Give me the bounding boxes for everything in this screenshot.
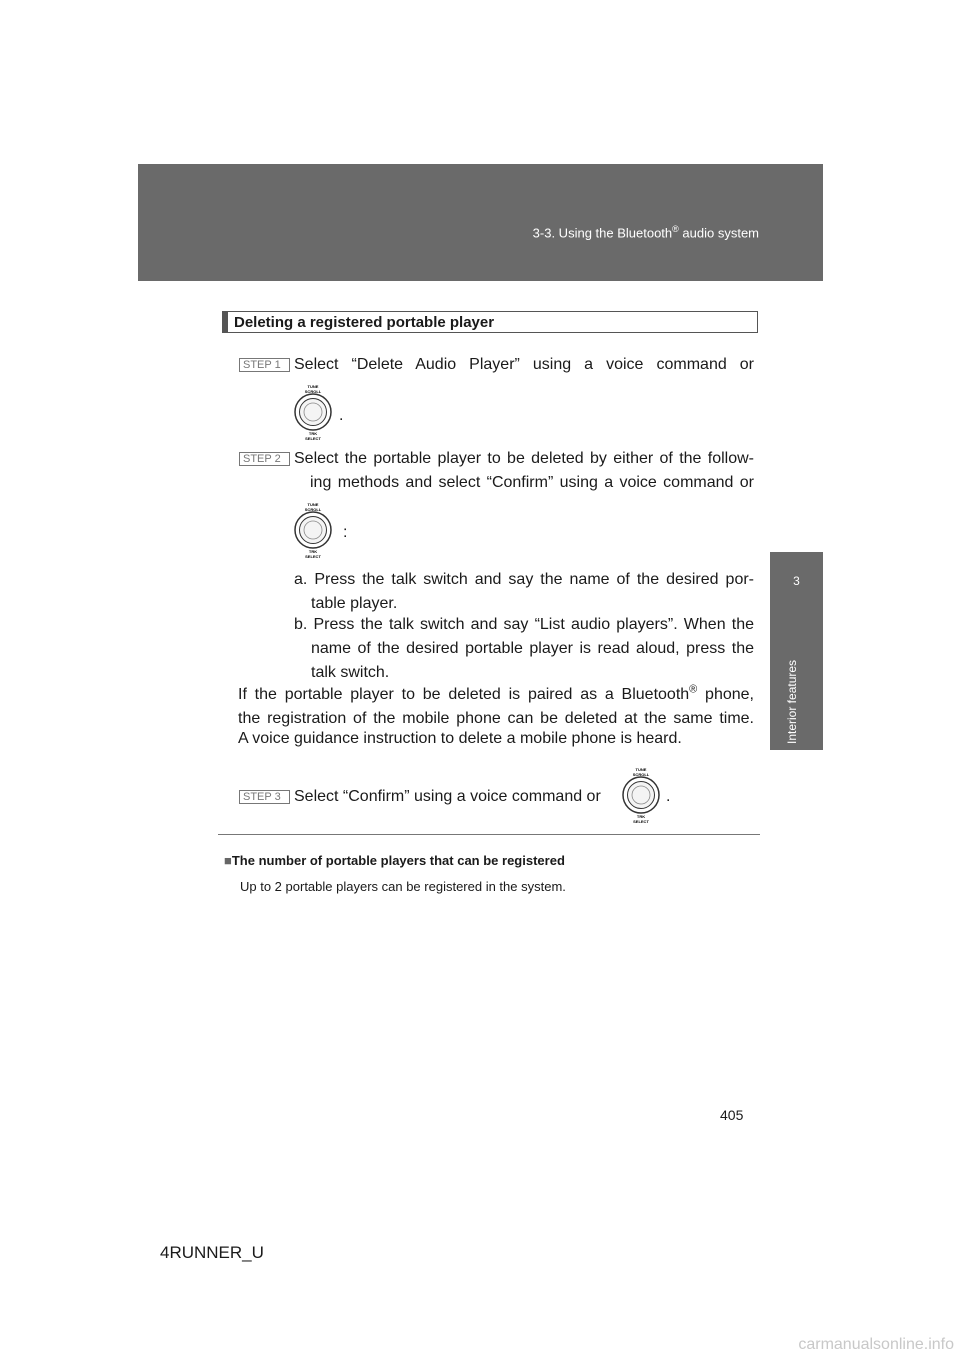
side-tab-number: 3 xyxy=(793,574,800,588)
step-2-line-2: ing methods and select “Confirm” using a voice command or xyxy=(310,474,754,491)
svg-text:SCROLL: SCROLL xyxy=(632,772,650,777)
note-body: Up to 2 portable players can be registered in the system. xyxy=(240,879,566,894)
step-1-tail: . xyxy=(339,407,344,424)
tune-select-knob-icon xyxy=(291,383,335,441)
step-3-badge: STEP 3 xyxy=(239,790,290,804)
paragraph-line-2: the registration of the mobile phone can be deleted at the same time. xyxy=(238,710,754,727)
svg-text:TUNE: TUNE xyxy=(307,384,319,389)
paragraph-line-3: A voice guidance instruction to delete a mobile phone is heard. xyxy=(238,730,682,747)
svg-text:SCROLL: SCROLL xyxy=(304,507,322,512)
method-b-line-3: talk switch. xyxy=(311,664,390,681)
svg-text:TUNE: TUNE xyxy=(635,767,647,772)
header-band xyxy=(138,164,823,281)
header-title: 3-3. Using the Bluetooth® audio system xyxy=(532,224,759,241)
step-3-text: Select “Confirm” using a voice command or xyxy=(294,788,601,805)
svg-text:SELECT: SELECT xyxy=(305,436,321,441)
section-title: Deleting a registered portable player xyxy=(234,314,495,331)
page-number: 405 xyxy=(720,1107,744,1123)
svg-text:SELECT: SELECT xyxy=(633,819,649,824)
step-1-badge: STEP 1 xyxy=(239,358,290,372)
svg-text:TRK: TRK xyxy=(308,549,318,554)
document-code: 4RUNNER_U xyxy=(160,1243,264,1262)
note-heading: ■The number of portable players that can be registered xyxy=(224,853,565,868)
svg-text:SCROLL: SCROLL xyxy=(304,389,322,394)
divider-rule xyxy=(218,834,760,835)
method-b-line-1: b. Press the talk switch and say “List audio players”. When the xyxy=(294,616,754,633)
method-b-line-2: name of the desired portable player is read aloud, press the xyxy=(311,640,754,657)
step-2-tail: : xyxy=(343,524,348,541)
paragraph-line-1: If the portable player to be deleted is paired as a Bluetooth® phone, xyxy=(238,683,754,703)
svg-text:TRK: TRK xyxy=(308,431,318,436)
step-2-badge: STEP 2 xyxy=(239,452,290,466)
svg-text:TUNE: TUNE xyxy=(307,502,319,507)
step-2-line-1: Select the portable player to be deleted by either of the follow- xyxy=(294,450,754,467)
svg-text:SELECT: SELECT xyxy=(305,554,321,559)
step-3-tail: . xyxy=(666,788,671,805)
side-tab xyxy=(770,552,823,750)
side-tab-label: Interior features xyxy=(785,659,799,744)
step-1-text: Select “Delete Audio Player” using a voice command or xyxy=(294,356,754,373)
square-bullet-icon: ■ xyxy=(224,853,232,868)
method-a-line-2: table player. xyxy=(311,595,398,612)
section-heading-box xyxy=(222,311,758,333)
svg-text:TRK: TRK xyxy=(636,814,646,819)
tune-select-knob-icon xyxy=(291,501,335,559)
method-a-line-1: a. Press the talk switch and say the name of the desired por- xyxy=(294,571,754,588)
tune-select-knob-icon xyxy=(619,766,663,824)
watermark: carmanualsonline.info xyxy=(798,1336,954,1353)
